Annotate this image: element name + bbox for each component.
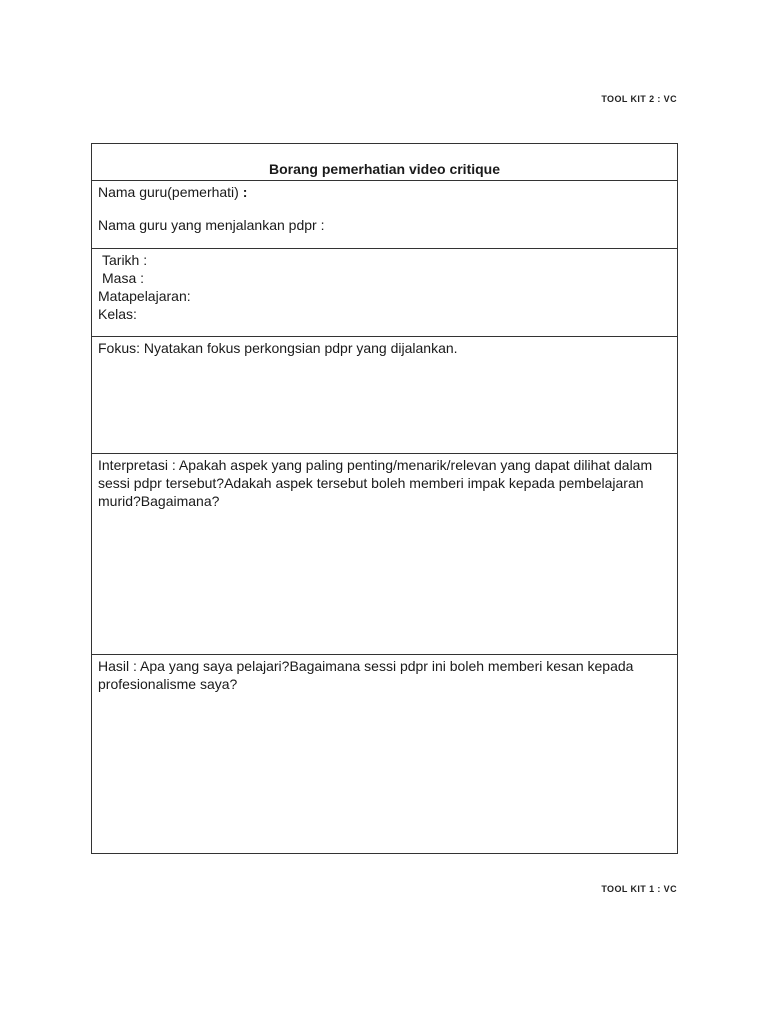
teacher-names-section[interactable] [92, 180, 677, 248]
pdpr-teacher-label: Nama guru yang menjalankan pdpr : [98, 217, 325, 233]
time-label: Masa : [102, 270, 145, 286]
interpretation-section[interactable] [92, 453, 677, 654]
date-label: Tarikh : [102, 252, 148, 268]
toolkit-label-bottom: TOOL KIT 1 : VC [601, 884, 677, 894]
toolkit-label-top: TOOL KIT 2 : VC [601, 94, 677, 104]
observer-teacher-text: Nama guru(pemerhati) [98, 184, 239, 200]
class-label: Kelas: [98, 306, 137, 322]
observer-teacher-label [98, 183, 671, 201]
session-details-section[interactable] [92, 248, 677, 336]
focus-prompt: Fokus: Nyatakan fokus perkongsian pdpr yang dijalankan. [98, 340, 458, 356]
spacer [98, 201, 671, 216]
interpretation-prompt: Interpretasi : Apakah aspek yang paling penting/menarik/relevan yang dapat dilihat dalam sessi pdpr tersebut?Adakah aspek tersebut boleh memberi impak kepada pembelajaran murid?Bagaimana? [98, 457, 653, 509]
subject-label: Matapelajaran: [98, 288, 191, 304]
outcome-prompt: Hasil : Apa yang saya pelajari?Bagaimana sessi pdpr ini boleh memberi kesan kepada profesionalisme saya? [98, 658, 634, 692]
observation-form-table [91, 143, 678, 854]
observer-teacher-colon: : [242, 184, 248, 200]
outcome-section[interactable] [92, 654, 677, 853]
form-title: Borang pemerhatian video critique [268, 161, 501, 177]
focus-section[interactable] [92, 336, 677, 453]
